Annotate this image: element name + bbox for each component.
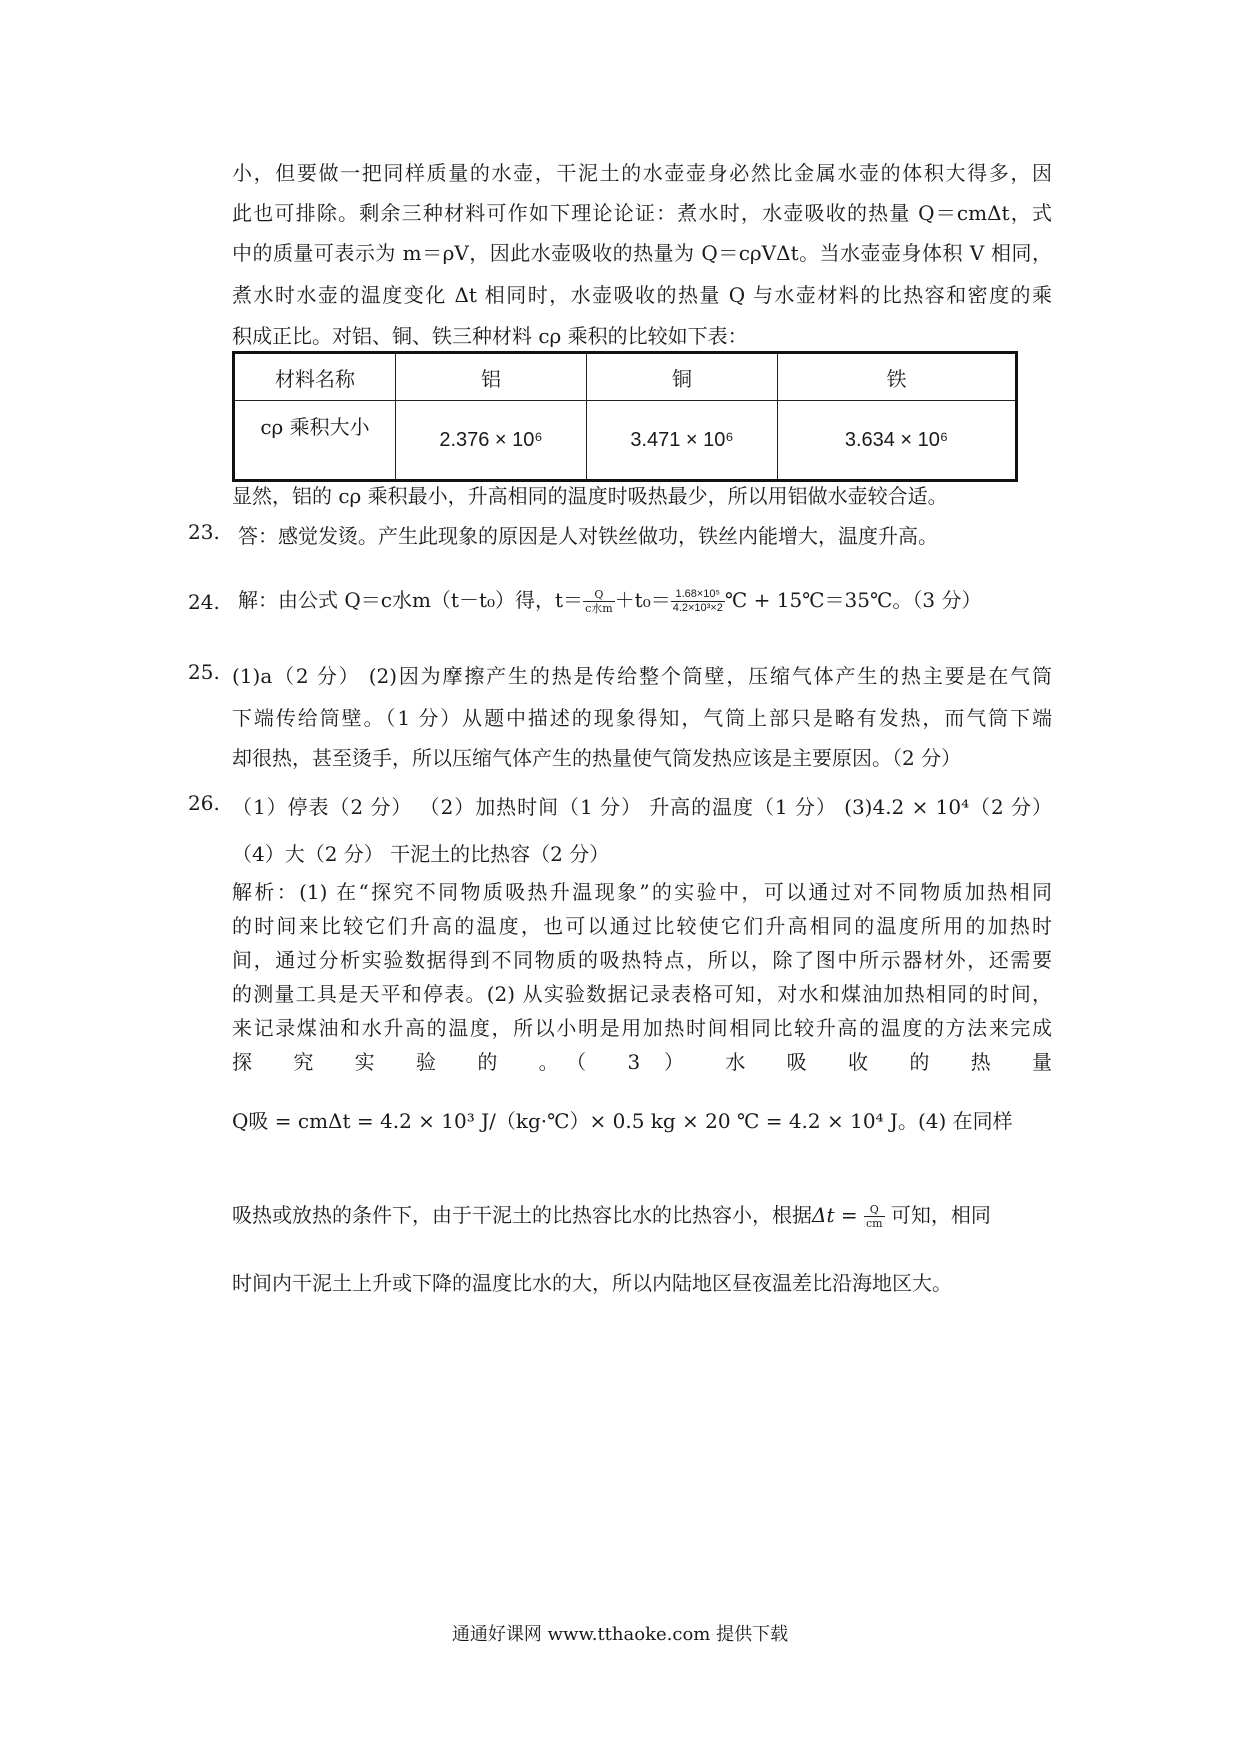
answer-formula-line xyxy=(238,580,981,620)
footer-credit: 通通好课网 www.tthaoke.com 提供下载 xyxy=(451,1624,789,1645)
fraction-denominator: c水m xyxy=(585,602,613,615)
analysis-line: 解析：(1) 在“探究不同物质吸热升温现象”的实验中，可以通过对不同物质加热相同 xyxy=(232,880,1052,904)
analysis-text: 可知，相同 xyxy=(890,1203,991,1227)
question-number: 25. xyxy=(188,660,220,684)
fraction-denominator: 4.2×10³×2 xyxy=(672,602,723,614)
table-cell: 3.471 × 10⁶ xyxy=(587,401,778,481)
answer-line: （4）大（2 分） 干泥土的比热容（2 分） xyxy=(232,842,610,866)
table-cell: 2.376 × 10⁶ xyxy=(396,401,587,481)
paragraph-line: 煮水时水壶的温度变化 Δt 相同时，水壶吸收的热量 Q 与水壶材料的比热容和密度的乘 xyxy=(232,283,1052,307)
material-table xyxy=(232,351,1018,482)
delta-t-symbol: Δt = xyxy=(812,1203,858,1227)
question-number: 24. xyxy=(188,590,220,614)
paragraph-line: 小，但要做一把同样质量的水壶，干泥土的水壶壶身必然比金属水壶的体积大得多，因 xyxy=(232,161,1052,185)
question-number: 26. xyxy=(188,791,220,815)
analysis-line: 探 究 实 验 的 。（ 3 ） 水 吸 收 的 热 量 xyxy=(232,1050,1052,1074)
analysis-line: 间，通过分析实验数据得到不同物质的吸热特点，所以，除了图中所示器材外，还需要 xyxy=(232,948,1052,972)
analysis-line: 来记录煤油和水升高的温度，所以小明是用加热时间相同比较升高的温度的方法来完成 xyxy=(232,1016,1052,1040)
table-row-label: cρ 乘积大小 xyxy=(234,401,396,481)
table-header-cell: 铝 xyxy=(396,353,587,401)
answer-line: 却很热，甚至烫手，所以压缩气体产生的热量使气筒发热应该是主要原因。（2 分） xyxy=(232,746,962,770)
formula-text: ＋t₀＝ xyxy=(614,588,671,612)
answer-text: 答：感觉发烫。产生此现象的原因是人对铁丝做功，铁丝内能增大，温度升高。 xyxy=(238,524,938,548)
table-cell: 3.634 × 10⁶ xyxy=(778,401,1017,481)
analysis-line: 的时间来比较它们升高的温度，也可以通过比较使它们升高相同的温度所用的加热时 xyxy=(232,914,1052,938)
analysis-text: 吸热或放热的条件下，由于干泥土的比热容比水的比热容小，根据 xyxy=(232,1203,812,1227)
answer-line: (1)a（2 分） (2)因为摩擦产生的热是传给整个筒壁，压缩气体产生的热主要是在气筒 xyxy=(232,664,1052,688)
answer-line: 下端传给筒壁。（1 分）从题中描述的现象得知，气筒上部只是略有发热，而气筒下端 xyxy=(232,706,1052,730)
analysis-line xyxy=(232,1195,991,1235)
formula-line: Q吸 = cmΔt = 4.2 × 10³ J/（kg·℃）× 0.5 kg × 20 ℃ = 4.2 × 10⁴ J。(4) 在同样 xyxy=(232,1109,1013,1133)
table-header-cell: 材料名称 xyxy=(234,353,396,401)
fraction xyxy=(583,588,615,615)
conclusion-text: 显然，铝的 cρ 乘积最小，升高相同的温度时吸热最少，所以用铝做水壶较合适。 xyxy=(232,484,948,508)
analysis-line: 的测量工具是天平和停表。(2) 从实验数据记录表格可知，对水和煤油加热相同的时间， xyxy=(232,982,1052,1006)
paragraph-line: 此也可排除。剩余三种材料可作如下理论论证：煮水时，水壶吸收的热量 Q＝cmΔt，式 xyxy=(232,201,1052,225)
paragraph-line: 中的质量可表示为 m＝ρV，因此水壶吸收的热量为 Q＝cρVΔt。当水壶壶身体积 V 相同， xyxy=(232,241,1052,265)
question-number: 23. xyxy=(188,520,220,544)
answer-line: （1）停表（2 分） （2）加热时间（1 分） 升高的温度（1 分） (3)4.2 × 10⁴（2 分） xyxy=(232,795,1052,819)
table-header-cell: 铜 xyxy=(587,353,778,401)
fraction-numerator: Q xyxy=(583,588,615,602)
fraction xyxy=(864,1203,885,1230)
formula-text: 解：由公式 Q＝c水m（t－t₀）得，t＝ xyxy=(238,588,584,612)
fraction-numerator: Q xyxy=(864,1203,885,1217)
fraction-denominator: cm xyxy=(865,1217,883,1230)
formula-text: ℃ + 15℃＝35℃。（3 分） xyxy=(724,588,982,612)
fraction-numerator: 1.68×10⁵ xyxy=(671,588,725,602)
fraction xyxy=(671,588,725,615)
table-header-cell: 铁 xyxy=(778,353,1017,401)
paragraph-line: 积成正比。对铝、铜、铁三种材料 cρ 乘积的比较如下表： xyxy=(232,324,748,348)
analysis-line: 时间内干泥土上升或下降的温度比水的大，所以内陆地区昼夜温差比沿海地区大。 xyxy=(232,1271,952,1295)
